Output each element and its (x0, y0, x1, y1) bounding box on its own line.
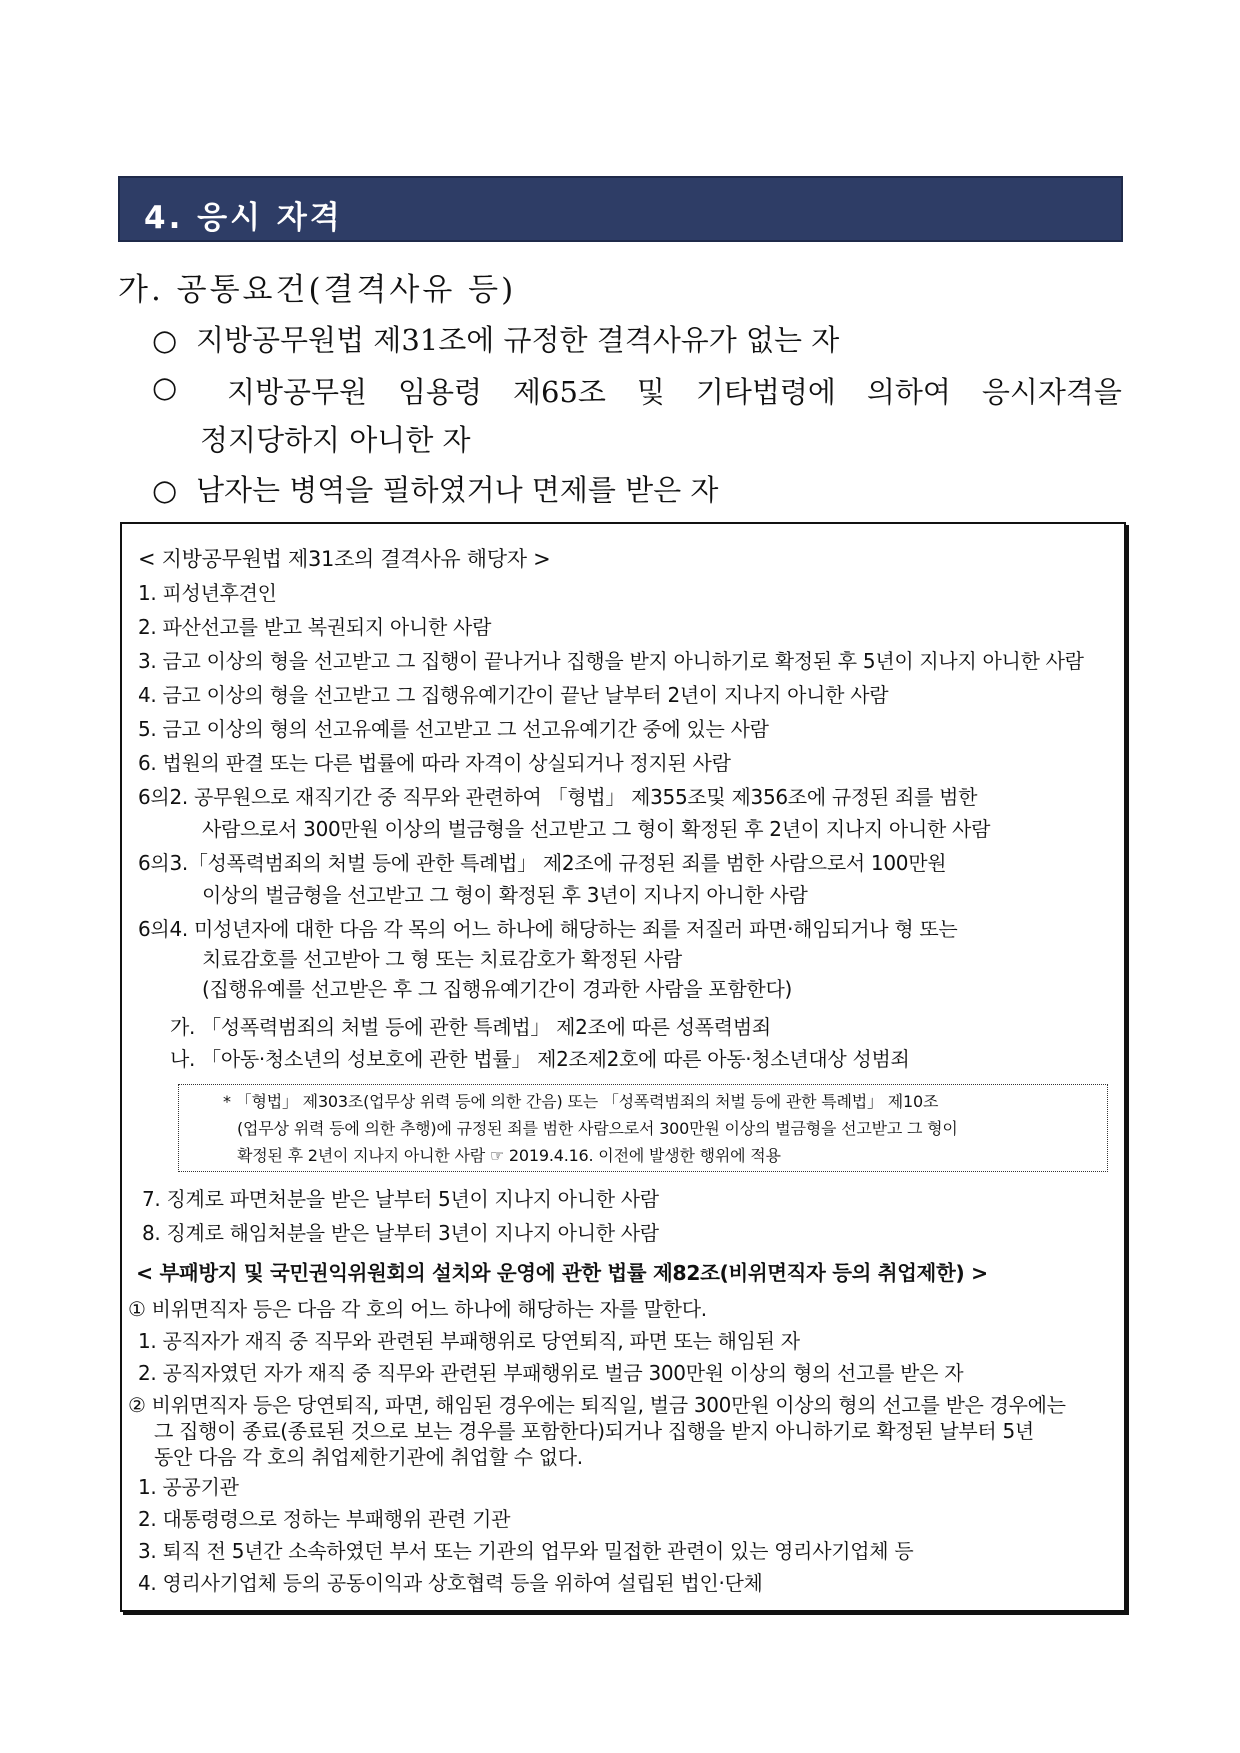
sub-list-item: 가. 「성폭력범죄의 처벌 등에 관한 특례법」 제2조에 따른 성폭력범죄 (170, 1015, 771, 1039)
bullet-word: 지방공무원 (226, 375, 368, 409)
bullet-word: 임용령 (397, 375, 483, 409)
list-item: 7. 징계로 파면처분을 받은 날부터 5년이 지나지 아니한 사람 (142, 1187, 659, 1211)
list-item-continuation: (집행유예를 선고받은 후 그 집행유예기간이 경과한 사람을 포함한다) (202, 977, 792, 1001)
bullet-text: 남자는 병역을 필하였거나 면제를 받은 자 (196, 473, 719, 507)
list-item: 6. 법원의 판결 또는 다른 법률에 따라 자격이 상실되거나 정지된 사람 (138, 751, 731, 775)
law82-header: < 부패방지 및 국민권익위원회의 설치와 운영에 관한 법률 제82조(비위면직자 등의 취업제한) > (136, 1261, 988, 1285)
bullet-word: 의하여 (866, 375, 951, 409)
circle-bullet-icon: ○ (152, 370, 178, 404)
circle-bullet-icon: ○ (152, 473, 178, 507)
section-header-bar (118, 176, 1123, 242)
sub-list-item: 나. 「아동·청소년의 성보호에 관한 법률」 제2조제2호에 따른 아동·청소년대상 성범죄 (170, 1047, 910, 1071)
bullet-word: 응시자격을 (981, 375, 1122, 409)
list-item-continuation: 치료감호를 선고받아 그 형 또는 치료감호가 확정된 사람 (202, 947, 682, 971)
list-item: 1. 공직자가 재직 중 직무와 관련된 부패행위로 당연퇴직, 파면 또는 해임된 자 (138, 1329, 800, 1353)
bullet-item-2-continuation: 정지당하지 아니한 자 (200, 423, 471, 457)
note-box (178, 1084, 1108, 1172)
bullet-item-3 (152, 468, 718, 509)
list-item: 8. 징계로 해임처분을 받은 날부터 3년이 지나지 아니한 사람 (142, 1221, 659, 1245)
list-item: 2. 대통령령으로 정하는 부패행위 관련 기관 (138, 1507, 511, 1531)
list-item: 1. 피성년후견인 (138, 581, 277, 605)
bullet-item-2 (152, 370, 1122, 411)
list-item: 6의2. 공무원으로 재직기간 중 직무와 관련하여 「형법」 제355조및 제356조에 규정된 죄를 범한 (138, 785, 978, 809)
disqualification-box (120, 522, 1126, 1612)
clause-continuation: 그 집행이 종료(종료된 것으로 보는 경우를 포함한다)되거나 집행을 받지 아니하기로 확정된 날부터 5년 (154, 1419, 1034, 1443)
circle-bullet-icon: ○ (152, 323, 178, 357)
note-line: (업무상 위력 등에 의한 추행)에 규정된 죄를 범한 사람으로서 300만원 이상의 벌금형을 선고받고 그 형이 (237, 1119, 958, 1138)
list-item-continuation: 사람으로서 300만원 이상의 벌금형을 선고받고 그 형이 확정된 후 2년이 지나지 아니한 사람 (202, 817, 991, 841)
clause-continuation: 동안 다음 각 호의 취업제한기관에 취업할 수 없다. (154, 1445, 583, 1469)
note-line: * 「형법」 제303조(업무상 위력 등에 의한 간음) 또는 「성폭력범죄의 처벌 등에 관한 특례법」 제10조 (223, 1092, 939, 1111)
bullet-word: 제65조 (512, 375, 606, 409)
note-line: 확정된 후 2년이 지나지 아니한 사람 ☞ 2019.4.16. 이전에 발생한 행위에 적용 (237, 1146, 781, 1165)
list-item-continuation: 이상의 벌금형을 선고받고 그 형이 확정된 후 3년이 지나지 아니한 사람 (202, 883, 808, 907)
bullet-word: 및 (636, 375, 665, 409)
list-item: 1. 공공기관 (138, 1475, 239, 1499)
list-item: 5. 금고 이상의 형의 선고유예를 선고받고 그 선고유예기간 중에 있는 사람 (138, 717, 769, 741)
list-item: 6의3.「성폭력범죄의 처벌 등에 관한 특례법」 제2조에 규정된 죄를 범한 사람으로서 100만원 (138, 851, 947, 875)
bullet-item-1 (152, 318, 839, 359)
bullet-word: 기타법령에 (695, 375, 836, 409)
list-item: 4. 금고 이상의 형을 선고받고 그 집행유예기간이 끝난 날부터 2년이 지나지 아니한 사람 (138, 683, 889, 707)
clause-line: ① 비위면직자 등은 다음 각 호의 어느 하나에 해당하는 자를 말한다. (128, 1297, 707, 1321)
law31-header: < 지방공무원법 제31조의 결격사유 해당자 > (138, 547, 551, 571)
list-item: 6의4. 미성년자에 대한 다음 각 목의 어느 하나에 해당하는 죄를 저질러 파면·해임되거나 형 또는 (138, 917, 958, 941)
section-title: 4. 응시 자격 (144, 200, 343, 236)
clause-line: ② 비위면직자 등은 당연퇴직, 파면, 해임된 경우에는 퇴직일, 벌금 300만원 이상의 형의 선고를 받은 경우에는 (128, 1393, 1066, 1417)
list-item: 4. 영리사기업체 등의 공동이익과 상호협력 등을 위하여 설립된 법인·단체 (138, 1571, 763, 1595)
list-item: 3. 퇴직 전 5년간 소속하였던 부서 또는 기관의 업무와 밀접한 관련이 있는 영리사기업체 등 (138, 1539, 914, 1563)
list-item: 3. 금고 이상의 형을 선고받고 그 집행이 끝나거나 집행을 받지 아니하기로 확정된 후 5년이 지나지 아니한 사람 (138, 649, 1084, 673)
list-item: 2. 공직자였던 자가 재직 중 직무와 관련된 부패행위로 벌금 300만원 이상의 형의 선고를 받은 자 (138, 1361, 964, 1385)
bullet-text: 지방공무원법 제31조에 규정한 결격사유가 없는 자 (196, 323, 840, 357)
subsection-title: 가. 공통요건(결격사유 등) (118, 272, 517, 308)
list-item: 2. 파산선고를 받고 복권되지 아니한 사람 (138, 615, 492, 639)
